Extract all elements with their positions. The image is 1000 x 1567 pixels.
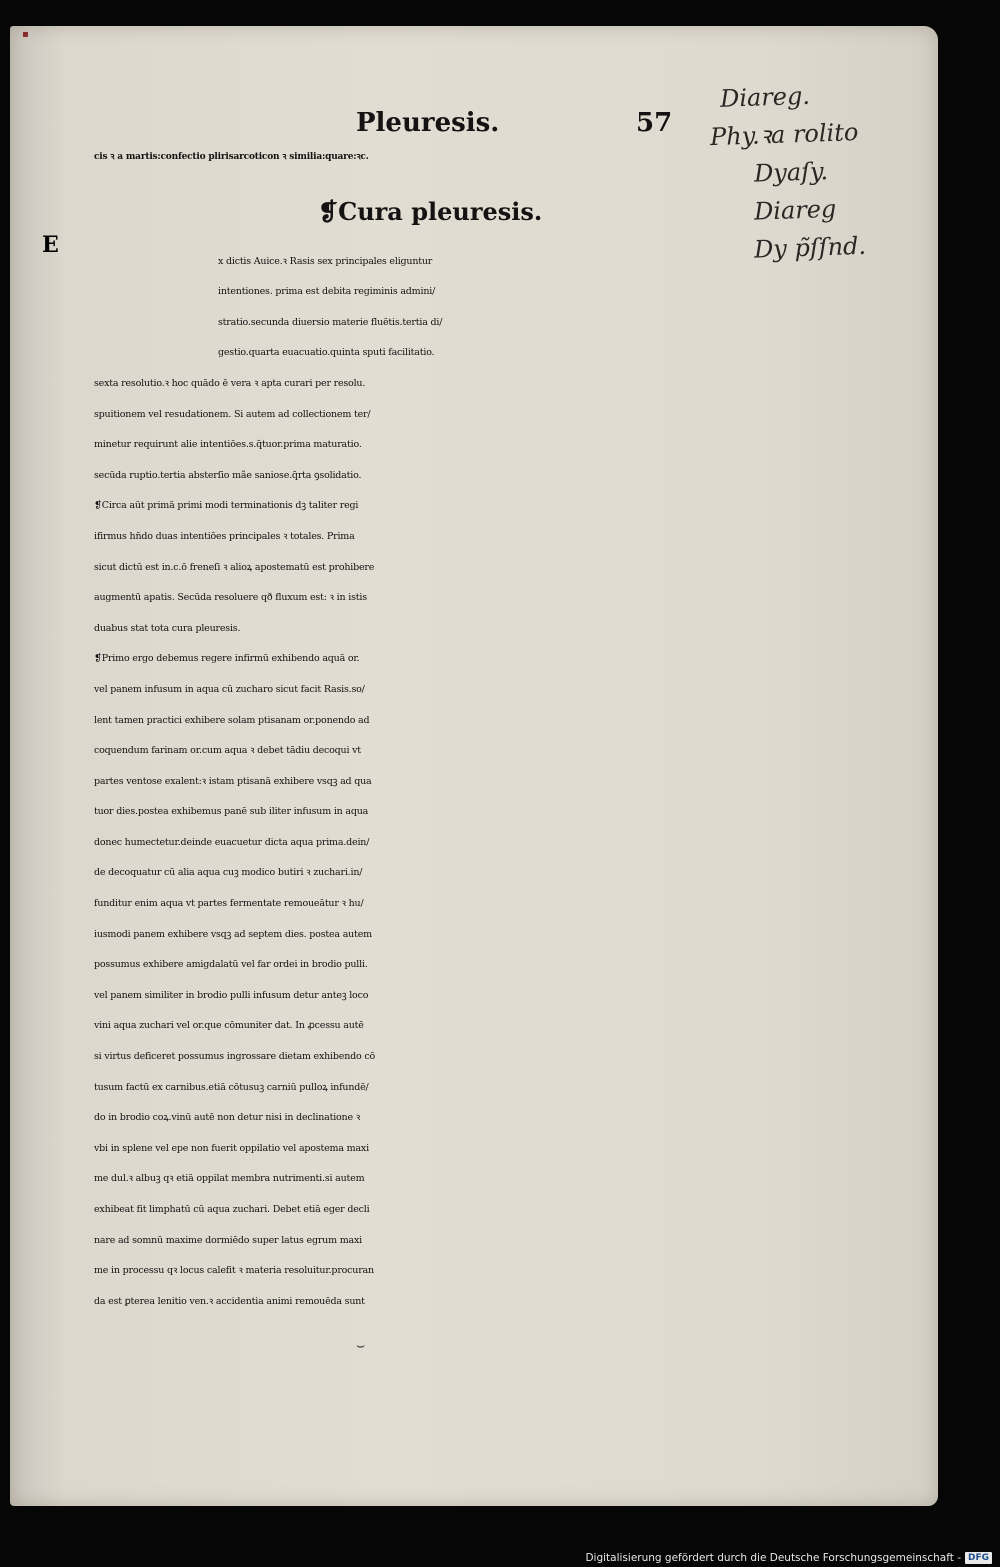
handwritten-marginalia — [710, 76, 950, 266]
marginal-note: Phy.ꝛa rolito — [709, 118, 859, 152]
text-line: ❡Primo ergo debemus regere infirmū exhibendo aquā or. — [94, 653, 360, 665]
text-line: stratio.secunda diuersio materie fluētis.tertia di/ — [218, 316, 443, 328]
marginal-note: Diareg — [753, 194, 837, 226]
text-line: minetur requirunt alie intentiōes.s.q̄tuor.prima maturatio. — [94, 439, 362, 451]
text-line: possumus exhibere amigdalatū vel far ordei in brodio pulli. — [94, 959, 368, 971]
section-heading: ❡Cura pleuresis. — [318, 196, 543, 226]
text-line: funditur enim aqua vt partes fermentate remoueātur ꝛ hu/ — [94, 898, 364, 910]
running-head: Pleuresis. — [356, 108, 500, 138]
text-line: da est ꝑterea lenitio ven.ꝛ accidentia animi remouēda sunt — [94, 1295, 365, 1307]
text-line: ❡Circa aūt primā primi modi terminationis dꝫ taliter regi — [94, 500, 359, 512]
page-header — [94, 108, 754, 142]
text-line: spuitionem vel resudationem. Si autem ad collectionem ter/ — [94, 408, 371, 420]
text-line: augmentū apatis. Secūda resoluere qð fluxum est: ꝛ in istis — [94, 592, 367, 604]
text-line: exhibeat fit limphatū cū aqua zuchari. Debet etiā eger decli — [94, 1204, 370, 1215]
text-line: vel panem infusum in aqua cū zucharo sicut facit Rasis.so/ — [94, 683, 365, 695]
text-line: tusum factū ex carnibus.etiā cōtusuꝫ carniū pulloꝝ infundē/ — [94, 1081, 369, 1093]
text-block — [94, 108, 754, 1317]
text-line: coquendum farinam or.cum aqua ꝛ debet tādiu decoqui vt — [94, 745, 361, 757]
text-line: do in brodio coꝝ.vinū autē non detur nisi in declinatione ꝛ — [94, 1112, 361, 1124]
text-line: me dul.ꝛ albuꝫ qꝛ etiā oppilat membra nutrimenti.si autem — [94, 1173, 365, 1185]
guide-initial: E — [42, 232, 59, 258]
marginal-note: Dy p̃ſſnd. — [753, 231, 867, 264]
marginal-note: Diareg. — [719, 81, 811, 113]
text-line: tuor dies.postea exhibemus panē sub iliter infusum in aqua — [94, 806, 369, 818]
text-line: lent tamen practici exhibere solam ptisanam or.ponendo ad — [94, 714, 370, 726]
corner-mark: ▪ — [22, 29, 29, 40]
marginal-note: Dyaſy. — [753, 157, 829, 188]
body-text — [94, 247, 754, 1318]
text-line: ifirmus hn̄do duas intentiōes principales ꝛ totales. Prima — [94, 530, 355, 542]
text-line: gestio.quarta euacuatio.quinta sputi facilitatio. — [218, 347, 435, 359]
carry-over-line: cis ꝛ a martis:confectio plirisarcoticon ꝛ similia:quare:ꝛc. — [94, 152, 369, 162]
footer-mark: ⌣ — [356, 1338, 366, 1354]
digitization-credit — [585, 1552, 992, 1564]
text-line: vbi in splene vel epe non fuerit oppilatio vel apostema maxi — [94, 1142, 369, 1154]
text-line: nare ad somnū maxime dormiēdo super latus egrum maxi — [94, 1234, 362, 1246]
text-line: partes ventose exalent:ꝛ istam ptisanā exhibere vsqꝫ ad qua — [94, 775, 372, 787]
dfg-logo: DFG — [965, 1552, 992, 1564]
text-line: sexta resolutio.ꝛ hoc quādo ē vera ꝛ apta curari per resolu. — [94, 377, 366, 389]
text-line: si virtus deficeret possumus ingrossare dietam exhibendo cō — [94, 1051, 375, 1063]
text-line: sicut dictū est in.c.ō freneſi ꝛ alioꝝ apostematū est prohibere — [94, 561, 375, 573]
folio-number: 57 — [636, 108, 673, 138]
text-line: donec humectetur.deinde euacuetur dicta aqua prima.dein/ — [94, 836, 370, 848]
text-line: intentiones. prima est debita regiminis admini/ — [218, 286, 436, 298]
credit-text: Digitalisierung gefördert durch die Deutsche Forschungsgemeinschaft - — [585, 1552, 961, 1564]
text-line: vel panem similiter in brodio pulli infusum detur anteꝫ loco — [94, 989, 369, 1001]
text-line: x dictis Auice.ꝛ Rasis sex principales eliguntur — [218, 255, 433, 267]
text-line: duabus stat tota cura pleuresis. — [94, 622, 241, 634]
book-page — [10, 26, 938, 1506]
text-line: secūda ruptio.tertia absterſio mãe saniose.q̄rta ꝯsolidatio. — [94, 469, 362, 481]
text-line: me in processu qꝛ locus calefit ꝛ materia resoluitur.procuran — [94, 1265, 374, 1277]
text-line: iusmodi panem exhibere vsqꝫ ad septem dies. postea autem — [94, 928, 372, 940]
text-line: vini aqua zuchari vel or.que cōmuniter dat. In ꝓcessu autē — [94, 1020, 364, 1032]
text-line: de decoquatur cū alia aqua cuꝫ modico butiri ꝛ zuchari.in/ — [94, 867, 363, 879]
